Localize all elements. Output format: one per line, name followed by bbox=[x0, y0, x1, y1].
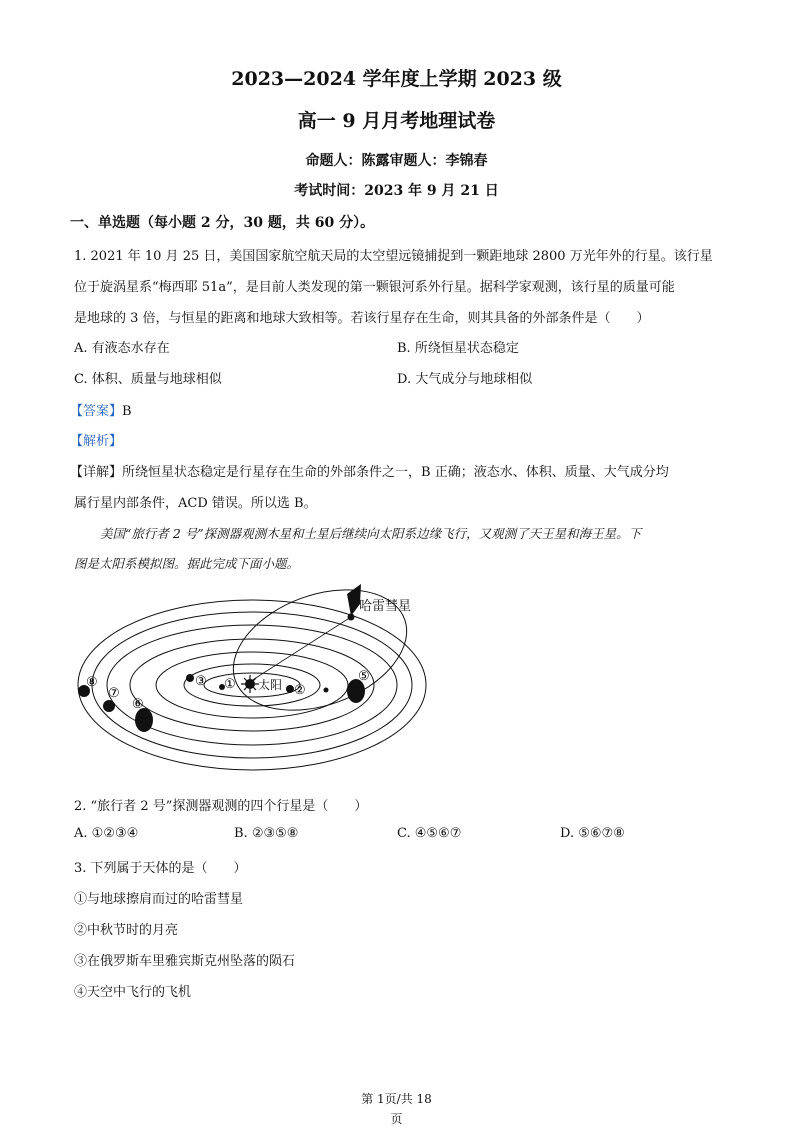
q1-detail-line-2: 属行星内部条件，ACD 错误。所以选 B。 bbox=[74, 496, 317, 511]
planet-3-dot bbox=[186, 674, 194, 682]
exam-time: 考试时间：2023 年 9 月 21 日 bbox=[294, 183, 499, 199]
q1-option-d: D. 大气成分与地球相似 bbox=[397, 372, 533, 387]
q3-item-2: ②中秋节时的月亮 bbox=[74, 923, 179, 938]
comet-pointer-line bbox=[248, 617, 351, 683]
q2-option-d: D. ⑤⑥⑦⑧ bbox=[560, 826, 625, 841]
planet-2-label: ② bbox=[294, 683, 306, 698]
authors: 命题人：陈露审题人：李锦春 bbox=[305, 153, 488, 169]
detail-tag: 【详解】 bbox=[70, 465, 123, 480]
q2-option-c: C. ④⑤⑥⑦ bbox=[397, 826, 462, 841]
q1-option-b: B. 所绕恒星状态稳定 bbox=[397, 341, 519, 356]
answer-tag: 【答案】 bbox=[70, 404, 123, 419]
page-number: 第 1页/共 18 bbox=[361, 1092, 432, 1106]
answer-value: B bbox=[122, 404, 132, 419]
q2-option-b: B. ②③⑤⑧ bbox=[234, 826, 299, 841]
planet-2-dot bbox=[286, 685, 294, 693]
q1-answer bbox=[70, 400, 132, 419]
q1-stem-line-2: 位于旋涡星系“梅西耶 51a”，是目前人类发现的第一颗银河系外行星。据科学家观测，该行星的质量可能 bbox=[74, 280, 675, 295]
intro-line-1: 美国“旅行者 2 号”探测器观测木星和土星后继续向太阳系边缘飞行，又观测了天王星和海王星。下 bbox=[100, 526, 642, 541]
planet-5-label: ⑤ bbox=[358, 669, 370, 684]
solar-system-figure bbox=[70, 580, 430, 785]
planet-earth-dot bbox=[324, 688, 329, 693]
q1-option-c: C. 体积、质量与地球相似 bbox=[74, 372, 222, 387]
planet-3-label: ③ bbox=[195, 674, 207, 689]
planet-8-label: ⑧ bbox=[86, 675, 98, 690]
detail-text-1: 所绕恒星状态稳定是行星存在生命的外部条件之一，B 正确；液态水、体积、质量、大气成分均 bbox=[122, 465, 669, 480]
analysis-tag: 【解析】 bbox=[70, 434, 123, 449]
q3-stem: 3. 下列属于天体的是（ ） bbox=[74, 861, 247, 876]
section-heading: 一、单选题（每小题 2 分，30 题，共 60 分）。 bbox=[70, 215, 375, 231]
sun-label: 太阳 bbox=[258, 678, 283, 692]
q1-detail-line-1 bbox=[70, 461, 669, 480]
q2-stem: 2. “旅行者 2 号”探测器观测的四个行星是（ ） bbox=[74, 799, 368, 814]
q3-item-4: ④天空中飞行的飞机 bbox=[74, 985, 192, 1000]
page-number-suffix: 页 bbox=[390, 1112, 403, 1126]
planet-7-label: ⑦ bbox=[108, 686, 120, 701]
q2-option-a: A. ①②③④ bbox=[74, 826, 139, 841]
planet-1-label: ① bbox=[224, 677, 236, 692]
q1-option-a: A. 有液态水存在 bbox=[74, 341, 170, 356]
q1-stem-line-1: 1. 2021 年 10 月 25 日，美国国家航空航天局的太空望远镜捕捉到一颗距地球 2800 万光年外的行星。该行星 bbox=[74, 249, 713, 264]
comet-label: 哈雷彗星 bbox=[359, 599, 412, 614]
title-line-2: 高一 9 月月考地理试卷 bbox=[297, 110, 496, 132]
title-line-1: 2023—2024 学年度上学期 2023 级 bbox=[231, 68, 562, 90]
q3-item-3: ③在俄罗斯车里雅宾斯克州坠落的陨石 bbox=[74, 954, 296, 969]
q3-item-1: ①与地球擦肩而过的哈雷彗星 bbox=[74, 892, 244, 907]
planet-6-label: ⑥ bbox=[132, 697, 144, 712]
q1-stem-line-3: 是地球的 3 倍，与恒星的距离和地球大致相等。若该行星存在生命，则其具备的外部条件是（ ） bbox=[74, 311, 650, 326]
intro-line-2: 图是太阳系模拟图。据此完成下面小题。 bbox=[74, 556, 300, 571]
planet-7-dot bbox=[103, 700, 115, 712]
